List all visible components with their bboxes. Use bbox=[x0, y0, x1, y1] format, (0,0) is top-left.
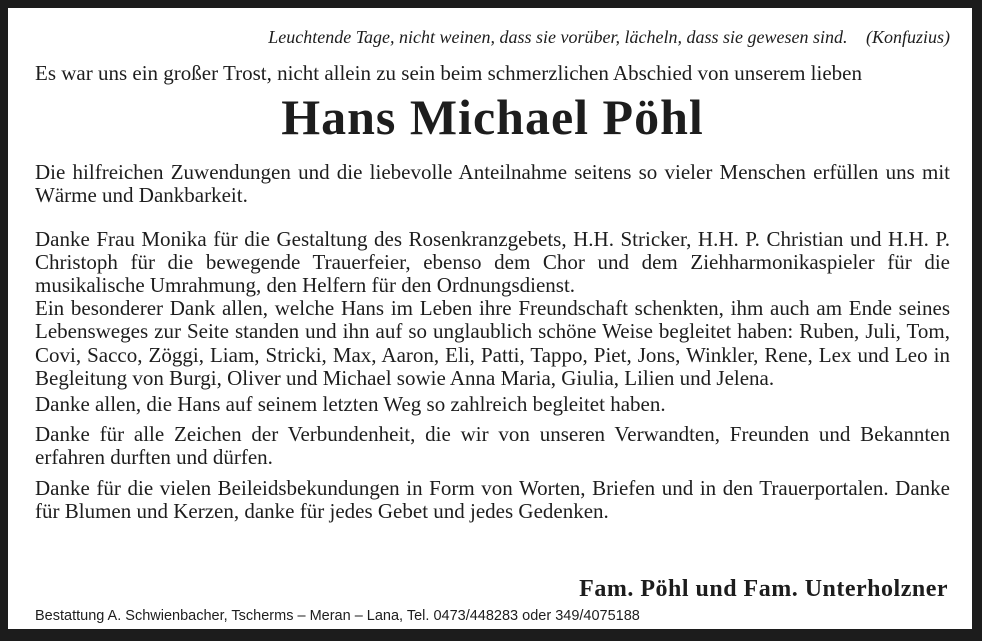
thanks-ceremony-paragraph: Danke Frau Monika für die Gestaltung des Rosenkranzgebets, H.H. Stricker, H.H. P. Christian und H.H. P. Christoph für die bewegende Trauerfeier, ebenso dem Chor und dem Ziehharmonikaspieler für die musikalische Umrahmung, den Helfern für den Ordnungsdienst. bbox=[35, 226, 950, 298]
quote-text: Leuchtende Tage, nicht weinen, dass sie vorüber, lächeln, dass sie gewesen sind. bbox=[268, 27, 848, 47]
deceased-name-title: Hans Michael Pöhl bbox=[281, 89, 704, 146]
quote-line bbox=[35, 26, 950, 48]
thanks-condolences-paragraph: Danke für die vielen Beileidsbekundungen in Form von Worten, Briefen und in den Trauerportalen. Danke für Blumen und Kerzen, danke für jedes Gebet und jedes Gedenken. bbox=[35, 475, 950, 523]
funeral-home-info: Bestattung A. Schwienbacher, Tscherms – Meran – Lana, Tel. 0473/448283 oder 349/4075188 bbox=[35, 608, 640, 624]
gratitude-paragraph: Die hilfreichen Zuwendungen und die liebevolle Anteilnahme seitens so vieler Menschen erfüllen uns mit Wärme und Dankbarkeit. bbox=[35, 160, 950, 208]
thanks-friends-paragraph: Ein besonderer Dank allen, welche Hans im Leben ihre Freundschaft schenkten, ihm auch am Ende seines Lebensweges zur Seite standen und ihn auf so unglaublich schöne Weise begleitet haben: Ruben, Juli, Tom, Covi, Sacco, Zöggi, Liam, Stricki, Max, Aaron, Eli, Patti, Tappo, Piet, Jons, Winkler, Rene, Lex und Leo in Begleitung von Burgi, Oliver und Michael sowie Anna Maria, Giulia, Lilien und Jelena. bbox=[35, 296, 950, 390]
quote-attribution: (Konfuzius) bbox=[865, 27, 950, 47]
thanks-mourners-paragraph: Danke allen, die Hans auf seinem letzten Weg so zahlreich begleitet haben. bbox=[35, 392, 666, 417]
family-signature: Fam. Pöhl und Fam. Unterholzner bbox=[579, 576, 948, 602]
intro-paragraph: Es war uns ein großer Trost, nicht allein zu sein beim schmerzlichen Abschied von unserem lieben bbox=[35, 61, 862, 85]
thanks-sympathy-paragraph: Danke für alle Zeichen der Verbundenheit, die wir von unseren Verwandten, Freunden und Bekannten erfahren durften und dürfen. bbox=[35, 422, 950, 470]
